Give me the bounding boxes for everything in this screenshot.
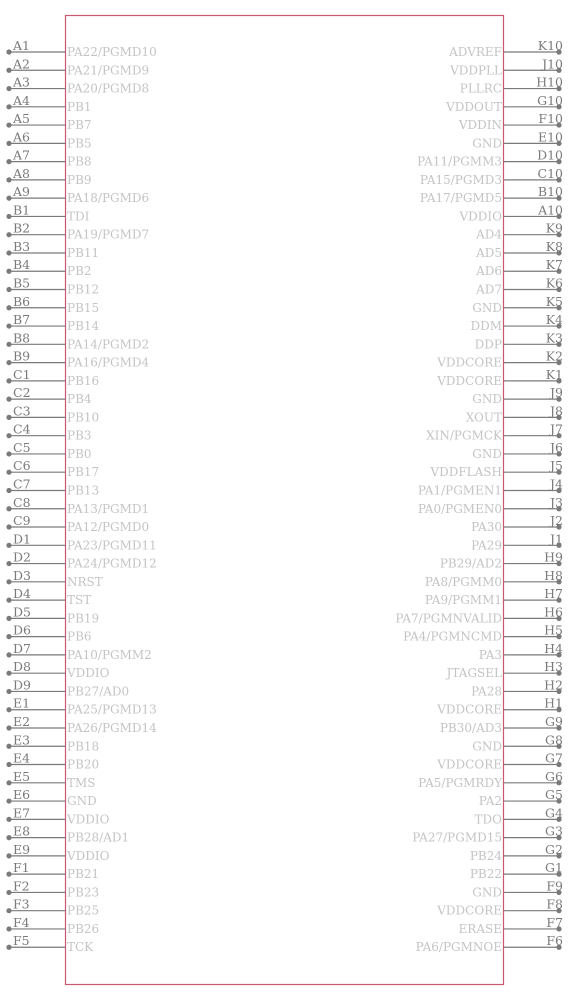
pin-number: K3 [545, 330, 563, 346]
pin-number: A3 [13, 74, 30, 90]
pin-name: VDDIO [67, 848, 110, 863]
pin-endpoint-dot [6, 141, 11, 146]
pin-name: VDDFLASH [430, 465, 502, 480]
pin-name: PA27/PGMD15 [412, 830, 502, 845]
pin-endpoint-dot [6, 378, 11, 383]
pin-number: A10 [538, 202, 563, 218]
pin-endpoint-dot [6, 780, 11, 785]
pin-name: JTAGSEL [446, 666, 502, 681]
pin-number: K9 [545, 220, 563, 236]
pin-number: A1 [13, 38, 30, 53]
pin-name: PB18 [67, 739, 100, 754]
pin-number: A6 [13, 129, 30, 145]
pin-name: PB26 [67, 921, 100, 936]
pin-number: K7 [545, 257, 563, 273]
pin-endpoint-dot [6, 433, 11, 438]
pin-name: VDDCORE [437, 355, 502, 370]
pin-number: G3 [545, 823, 563, 839]
pin-number: B4 [13, 257, 31, 273]
pin-number: C2 [13, 385, 31, 401]
pin-name: TST [67, 593, 92, 608]
pin-name: PB24 [469, 848, 502, 863]
pin-name: PA8/PGMM0 [424, 574, 502, 589]
pin-name: ERASE [458, 921, 502, 936]
pin-number: G1 [545, 860, 563, 876]
pin-number: G4 [545, 805, 563, 821]
pin-name: PLLRC [459, 81, 502, 96]
pin-endpoint-dot [6, 561, 11, 566]
pin-endpoint-dot [6, 817, 11, 822]
pin-endpoint-dot [6, 872, 11, 877]
pin-endpoint-dot [6, 488, 11, 493]
pin-number: K1 [545, 366, 563, 382]
pin-name: PA2 [478, 794, 502, 809]
pin-number: F5 [13, 933, 30, 949]
pin-name: GND [472, 446, 502, 461]
pin-name: PB6 [67, 629, 92, 644]
pin-name: PB5 [67, 136, 92, 151]
pin-number: C5 [13, 439, 31, 455]
pin-number: D3 [13, 567, 31, 583]
pin-number: F8 [546, 896, 563, 912]
pin-number: C8 [13, 494, 31, 510]
pin-number: K6 [545, 275, 563, 291]
pin-endpoint-dot [6, 598, 11, 603]
pin-endpoint-dot [6, 305, 11, 310]
pin-number: B6 [13, 293, 31, 309]
pin-number: E6 [13, 787, 31, 803]
pin-name: PA14/PGMD2 [67, 337, 150, 352]
pin-endpoint-dot [6, 397, 11, 402]
pin-endpoint-dot [6, 214, 11, 219]
pin-name: PA9/PGMM1 [424, 593, 502, 608]
pin-name: PA15/PGMD3 [419, 172, 502, 187]
pin-name: DDM [470, 319, 502, 334]
pin-endpoint-dot [6, 671, 11, 676]
pin-name: GND [67, 794, 97, 809]
pin-number: E4 [13, 750, 31, 766]
pin-number: E1 [13, 695, 31, 711]
pin-number: G10 [537, 92, 563, 108]
pin-name: PB9 [67, 172, 92, 187]
pin-name: XIN/PGMCK [426, 428, 502, 443]
pin-name: PA30 [471, 520, 502, 535]
pin-number: K10 [537, 38, 563, 53]
pin-number: J9 [550, 385, 563, 401]
pin-endpoint-dot [6, 360, 11, 365]
pin-endpoint-dot [6, 159, 11, 164]
pin-number: A7 [13, 147, 30, 163]
pin-endpoint-dot [6, 122, 11, 127]
pin-number: D5 [13, 604, 31, 620]
pin-number: B3 [13, 238, 31, 254]
pin-endpoint-dot [6, 798, 11, 803]
pin-name: VDDOUT [446, 99, 502, 114]
pin-endpoint-dot [6, 470, 11, 475]
pin-number: J3 [550, 494, 563, 510]
pin-name: GND [472, 300, 502, 315]
pin-endpoint-dot [6, 634, 11, 639]
pin-endpoint-dot [6, 744, 11, 749]
pin-number: J5 [550, 458, 563, 474]
pin-endpoint-dot [6, 451, 11, 456]
pin-name: PB13 [67, 483, 100, 498]
pin-number: C3 [13, 403, 31, 419]
pin-number: F7 [546, 914, 563, 930]
pin-endpoint-dot [6, 616, 11, 621]
pin-endpoint-dot [6, 853, 11, 858]
pin-name: PA12/PGMD0 [67, 520, 150, 535]
pin-number: D6 [13, 622, 31, 638]
pin-name: PB12 [67, 282, 100, 297]
pin-name: PA28 [471, 684, 502, 699]
pin-name: GND [472, 885, 502, 900]
pin-endpoint-dot [6, 177, 11, 182]
pin-endpoint-dot [6, 689, 11, 694]
pin-name: PB22 [469, 867, 502, 882]
pin-H1 [436, 696, 563, 717]
pin-number: J1 [550, 531, 563, 547]
pin-number: D9 [13, 677, 31, 693]
pin-J4 [418, 476, 563, 497]
pin-G3 [412, 824, 563, 845]
pin-name: PB7 [67, 118, 92, 133]
pin-number: J4 [550, 476, 563, 492]
pin-number: K8 [545, 238, 563, 254]
pin-name: PB28/AD1 [67, 830, 130, 845]
pin-number: C10 [537, 165, 563, 181]
pin-number: K4 [545, 312, 563, 328]
pin-name: VDDCORE [437, 903, 502, 918]
pin-name: AD7 [476, 282, 502, 297]
pin-number: C9 [13, 513, 31, 529]
pin-name: PA13/PGMD1 [67, 501, 150, 516]
pin-name: PA29 [471, 538, 502, 553]
pin-number: F2 [13, 878, 30, 894]
pin-endpoint-dot [6, 287, 11, 292]
pin-J3 [418, 495, 563, 516]
pin-number: G5 [545, 787, 563, 803]
pin-name: PB19 [67, 611, 100, 626]
pin-name: PA19/PGMD7 [67, 227, 150, 242]
pin-name: PA22/PGMD10 [67, 45, 157, 59]
pin-number: G9 [545, 713, 563, 729]
pin-H7 [425, 586, 563, 607]
pin-endpoint-dot [6, 196, 11, 201]
pin-name: AD4 [476, 227, 502, 242]
pin-endpoint-dot [6, 104, 11, 109]
pin-number: F6 [546, 933, 563, 949]
pin-name: GND [472, 392, 502, 407]
pin-number: E9 [13, 841, 31, 857]
pin-name: PB14 [67, 319, 100, 334]
pin-F6 [416, 933, 563, 954]
pin-name: PA1/PGMEN1 [417, 483, 502, 498]
pin-endpoint-dot [6, 232, 11, 237]
pin-name: PB23 [67, 885, 100, 900]
pin-name: PA25/PGMD13 [67, 702, 157, 717]
pin-name: PB11 [67, 245, 100, 260]
pin-endpoint-dot [6, 543, 11, 548]
pin-number: G7 [545, 750, 563, 766]
pin-name: PB2 [67, 264, 92, 279]
pin-number: H6 [544, 604, 563, 620]
pin-number: H7 [544, 586, 563, 602]
pin-name: PA5/PGMRDY [418, 775, 502, 790]
pin-endpoint-dot [6, 49, 11, 54]
pin-endpoint-dot [6, 415, 11, 420]
pin-name: PB27/AD0 [67, 684, 130, 699]
pin-endpoint-dot [6, 68, 11, 73]
pin-name: XOUT [465, 410, 502, 425]
pin-number: B5 [13, 275, 31, 291]
pin-name: TDO [474, 812, 502, 827]
pin-number: F10 [538, 111, 563, 127]
pin-number: E10 [537, 129, 563, 145]
pin-number: D7 [13, 640, 31, 656]
pin-endpoint-dot [6, 707, 11, 712]
pin-number: J10 [542, 56, 563, 72]
pin-name: VDDIO [459, 209, 502, 224]
pin-name: PB17 [67, 465, 100, 480]
pin-name: VDDCORE [437, 373, 502, 388]
pin-number: H2 [544, 677, 563, 693]
pin-name: VDDIN [458, 118, 502, 133]
pin-name: PA10/PGMM2 [67, 647, 152, 662]
pin-number: H3 [544, 659, 563, 675]
pin-endpoint-dot [6, 890, 11, 895]
pin-number: G8 [545, 732, 563, 748]
pin-endpoint-dot [6, 652, 11, 657]
pin-number: C1 [13, 366, 31, 382]
pin-endpoint-dot [6, 945, 11, 950]
pin-name: VDDPLL [450, 63, 502, 78]
pin-name: PB10 [67, 410, 100, 425]
pin-name: PA21/PGMD9 [67, 63, 150, 78]
pin-endpoint-dot [6, 524, 11, 529]
pin-number: E7 [13, 805, 31, 821]
pin-number: E3 [13, 732, 31, 748]
pin-name: PB29/AD2 [439, 556, 502, 571]
pin-number: E2 [13, 713, 31, 729]
pin-name: PB1 [67, 99, 92, 114]
pin-endpoint-dot [6, 908, 11, 913]
pin-number: C7 [13, 476, 31, 492]
pin-number: G6 [545, 768, 563, 784]
pin-number: C6 [13, 458, 31, 474]
pin-name: PB25 [67, 903, 100, 918]
pin-name: PA24/PGMD12 [67, 556, 157, 571]
pin-name: AD6 [476, 264, 502, 279]
pin-number: G2 [545, 841, 563, 857]
pin-endpoint-dot [6, 835, 11, 840]
pin-number: A5 [13, 111, 30, 127]
pin-endpoint-dot [6, 506, 11, 511]
pin-number: D4 [13, 586, 31, 602]
pin-endpoint-dot [6, 342, 11, 347]
pin-K2 [436, 349, 563, 370]
pin-number: E8 [13, 823, 31, 839]
pin-H6 [395, 604, 563, 625]
pin-name: PA4/PGMNCMD [403, 629, 502, 644]
pin-name: DDP [474, 337, 502, 352]
pin-number: F9 [546, 878, 563, 894]
pin-name: PB20 [67, 757, 100, 772]
pin-endpoint-dot [6, 725, 11, 730]
pin-number: B9 [13, 348, 31, 364]
pin-F8 [436, 897, 563, 918]
pin-number: J6 [550, 439, 563, 455]
pin-endpoint-dot [6, 926, 11, 931]
pin-G7 [436, 751, 563, 772]
pin-name: AD5 [476, 245, 502, 260]
pin-endpoint-dot [6, 762, 11, 767]
pin-name: PB30/AD3 [439, 720, 502, 735]
pin-H8 [425, 568, 563, 589]
pin-F5 [6, 933, 94, 954]
pin-number: F3 [13, 896, 30, 912]
pin-number: K2 [545, 348, 563, 364]
pin-name: PA18/PGMD6 [67, 191, 150, 206]
pin-endpoint-dot [6, 250, 11, 255]
pin-number: B7 [13, 312, 31, 328]
pin-number: F1 [13, 860, 30, 876]
pin-name: PB0 [67, 446, 92, 461]
pin-name: PA0/PGMEN0 [417, 501, 502, 516]
pin-number: J8 [550, 403, 563, 419]
pin-name: PA17/PGMD5 [419, 191, 502, 206]
pin-endpoint-dot [6, 269, 11, 274]
pin-number: B2 [13, 220, 31, 236]
pin-number: J2 [550, 513, 563, 529]
right-pin-column [395, 38, 563, 954]
pin-name: PB21 [67, 867, 100, 882]
pin-number: B10 [537, 184, 563, 200]
pin-number: H9 [544, 549, 563, 565]
pin-J7 [426, 422, 563, 443]
pin-K1 [436, 367, 563, 388]
pin-name: TDI [67, 209, 90, 224]
pin-number: D2 [13, 549, 31, 565]
pin-name: PA7/PGMNVALID [395, 611, 502, 626]
pin-name: PA3 [478, 647, 502, 662]
pin-number: B1 [13, 202, 31, 218]
pin-name: PA26/PGMD14 [67, 720, 157, 735]
pin-number: H4 [544, 640, 563, 656]
pin-number: D10 [537, 147, 563, 163]
pin-number: D8 [13, 659, 31, 675]
pin-name: GND [472, 739, 502, 754]
pin-name: PA20/PGMD8 [67, 81, 150, 96]
pin-name: PB8 [67, 154, 92, 169]
pin-name: VDDIO [67, 666, 110, 681]
pin-number: H5 [544, 622, 563, 638]
pin-name: PA6/PGMNOE [415, 940, 502, 955]
pin-number: H1 [544, 695, 563, 711]
pin-H5 [403, 623, 563, 644]
pin-number: H10 [536, 74, 563, 90]
pin-J5 [429, 458, 563, 479]
pin-name: VDDCORE [437, 702, 502, 717]
pin-G6 [418, 769, 563, 790]
pin-endpoint-dot [6, 323, 11, 328]
pin-name: PB3 [67, 428, 92, 443]
pin-number: A9 [13, 184, 30, 200]
pin-endpoint-dot [6, 579, 11, 584]
pin-name: PA16/PGMD4 [67, 355, 150, 370]
pin-name: PA11/PGMM3 [417, 154, 502, 169]
pin-name: VDDIO [67, 812, 110, 827]
pin-name: GND [472, 136, 502, 151]
pin-number: B8 [13, 330, 31, 346]
pin-name: PB16 [67, 373, 100, 388]
pin-endpoint-dot [6, 86, 11, 91]
pin-name: TCK [67, 940, 94, 955]
pin-number: J7 [550, 421, 563, 437]
pin-number: E5 [13, 768, 31, 784]
pin-name: TMS [67, 775, 96, 790]
pin-number: A8 [13, 165, 30, 181]
pin-number: H8 [544, 567, 563, 583]
pin-J8 [466, 403, 563, 424]
pin-number: A4 [13, 92, 30, 108]
pin-number: D1 [13, 531, 31, 547]
pin-name: PB15 [67, 300, 100, 315]
left-pin-column [6, 38, 157, 954]
pin-number: A2 [13, 56, 30, 72]
pin-name: VDDCORE [437, 757, 502, 772]
pin-name: NRST [67, 574, 103, 589]
pin-name: PB4 [67, 392, 92, 407]
pin-number: F4 [13, 914, 30, 930]
pin-name: ADVREF [449, 45, 502, 59]
pin-number: K5 [545, 293, 563, 309]
pin-name: PA23/PGMD11 [67, 538, 157, 553]
pin-number: C4 [13, 421, 31, 437]
